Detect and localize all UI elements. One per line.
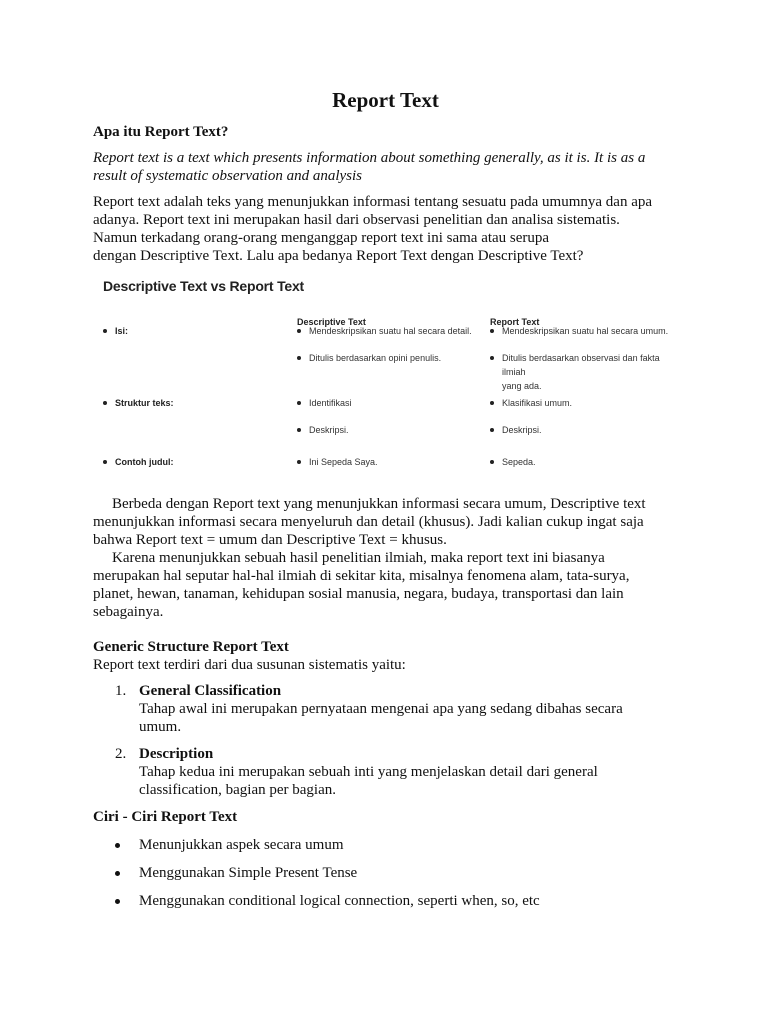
list-item: Menggunakan Simple Present Tense [93,864,678,882]
bullet-icon [490,329,494,333]
list-item [93,745,678,799]
comparison-paragraph [93,495,678,549]
generic-structure-intro: Report text terdiri dari dua susunan sistematis yaitu: [93,657,406,673]
generic-structure-heading: Generic Structure Report Text [93,639,289,655]
bullet-icon [115,843,120,848]
paragraph-line: bahwa Report text = umum dan Descriptive Text = khusus. [93,532,447,548]
generic-structure-list [93,682,678,799]
document-body [93,86,678,920]
scientific-paragraph [93,549,678,621]
paragraph-line: merupakan hal seputar hal-hal ilmiah di sekitar kita, misalnya fenomena alam, tata-surya, [93,568,630,584]
intro-line: Report text adalah teks yang menunjukkan informasi tentang sesuatu pada umumnya dan apa [93,194,653,210]
cell-isi-rep-1: Mendeskripsikan suatu hal secara umum. [490,324,668,338]
column-header-report: Report Text [490,317,540,327]
cell-struktur-rep-1: Klasifikasi umum. [490,396,572,410]
list-item-text: Tahap kedua ini merupakan sebuah inti yang menjelaskan detail dari general [139,764,598,780]
paragraph-line: menunjukkan informasi secara menyeluruh dan detail (khusus). Jadi kalian cukup ingat saja [93,514,644,530]
paragraph-line: planet, hewan, tanaman, kehidupan sosial manusia, negara, budaya, transportasi dan lain [93,586,624,602]
bullet-icon [490,428,494,432]
question-heading: Apa itu Report Text? [93,124,229,140]
list-item-title: Description [139,746,214,762]
list-item [93,682,678,736]
intro-paragraph [93,193,678,265]
cell-struktur-rep-2: Deskripsi. [490,423,542,437]
ciri-heading: Ciri - Ciri Report Text [93,809,238,825]
list-item: Menunjukkan aspek secara umum [93,836,678,854]
paragraph-line: Karena menunjukkan sebuah hasil penelitian ilmiah, maka report text ini biasanya [112,550,605,566]
bullet-icon [115,899,120,904]
cell-isi-desc-1: Mendeskripsikan suatu hal secara detail. [297,324,472,338]
list-item-text: umum. [139,719,182,735]
intro-line: dengan Descriptive Text. Lalu apa bedanya Report Text dengan Descriptive Text? [93,248,584,264]
list-number: 1. [115,683,127,699]
intro-line: adanya. Report text ini merupakan hasil dari observasi penelitian dan analisa sistematis. [93,212,620,228]
bullet-icon [103,401,107,405]
paragraph-line: Berbeda dengan Report text yang menunjukkan informasi secara umum, Descriptive text [112,496,646,512]
ciri-list [93,836,678,910]
bullet-icon [297,329,301,333]
comparison-figure [93,277,678,489]
bullet-icon [297,428,301,432]
page-title: Report Text [332,88,439,112]
cell-isi-rep-2: Ditulis berdasarkan observasi dan fakta ilmiah yang ada. [490,351,662,393]
bullet-icon [115,871,120,876]
figure-title: Descriptive Text vs Report Text [103,278,305,294]
paragraph-line: sebagainya. [93,604,164,620]
cell-struktur-desc-2: Deskripsi. [297,423,349,437]
cell-struktur-desc-1: Identifikasi [297,396,352,410]
bullet-icon [297,356,301,360]
bullet-icon [490,356,494,360]
bullet-icon [297,401,301,405]
bullet-icon [490,460,494,464]
list-item-text: Tahap awal ini merupakan pernyataan mengenai apa yang sedang dibahas secara [139,701,623,717]
cell-contoh-desc: Ini Sepeda Saya. [297,455,378,469]
row-label-isi: Isi: [103,324,128,338]
row-label-struktur: Struktur teks: [103,396,174,410]
list-number: 2. [115,746,127,762]
bullet-icon [103,460,107,464]
column-header-descriptive: Descriptive Text [297,317,366,327]
list-item: Menggunakan conditional logical connection, seperti when, so, etc [93,892,678,910]
definition-text: Report text is a text which presents information about something generally, as it is. It is as a result of systematic observation and analysis [93,150,646,184]
cell-isi-desc-2: Ditulis berdasarkan opini penulis. [297,351,441,365]
bullet-icon [297,460,301,464]
bullet-icon [490,401,494,405]
row-label-contoh: Contoh judul: [103,455,173,469]
intro-line: Namun terkadang orang-orang menganggap report text ini sama atau serupa [93,230,550,246]
list-item-title: General Classification [139,683,282,699]
list-item-text: classification, bagian per bagian. [139,782,337,798]
cell-contoh-rep: Sepeda. [490,455,536,469]
bullet-icon [103,329,107,333]
